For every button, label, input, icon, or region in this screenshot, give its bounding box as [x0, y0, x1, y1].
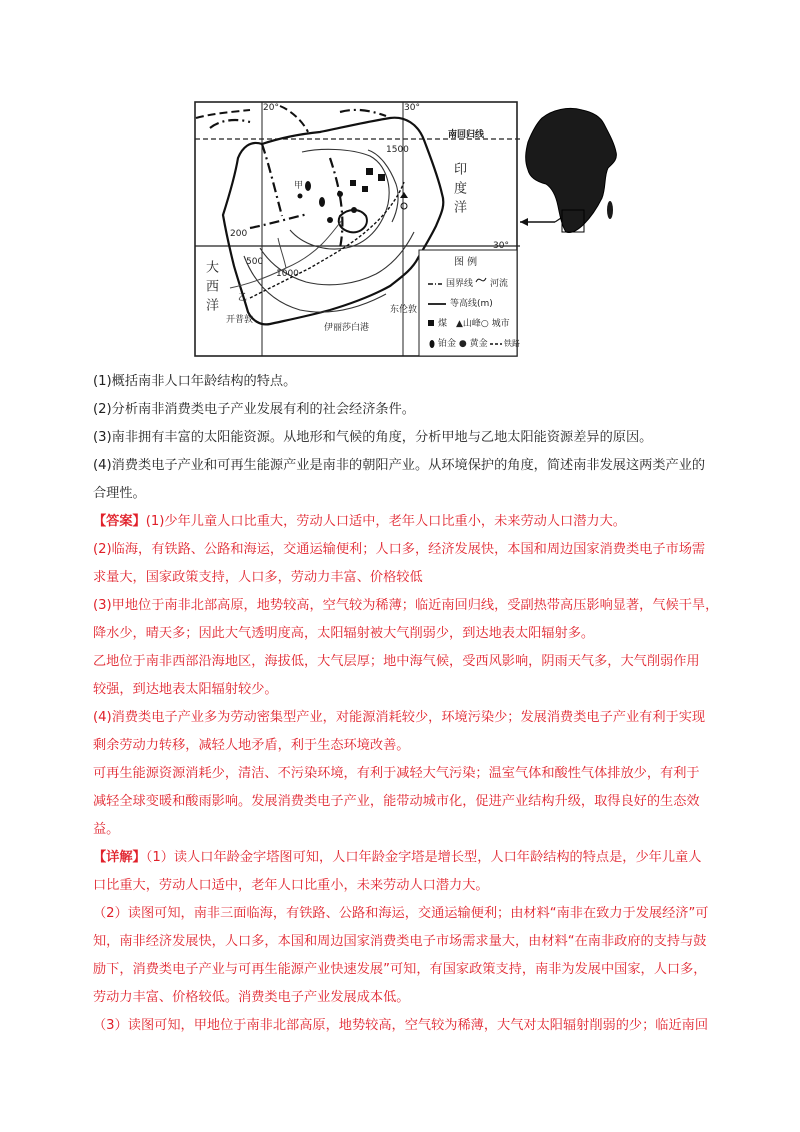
east-london-label: 东伦敦: [390, 305, 418, 315]
detail-2-line-3: 励下，消费类电子产业与可再生能源产业快速发展”可知，有国家政策支持，南非为发展中国家，人口多，: [93, 962, 707, 977]
answer-line-1: [93, 508, 733, 536]
answer-2-line-2: 求量大，国家政策支持，人口多，劳动力丰富、价格较低: [93, 570, 423, 585]
question-1: (1)概括南非人口年龄结构的特点。: [93, 374, 297, 389]
tropic-label: 南回归线: [448, 130, 485, 140]
contour-1000-label: 1000: [276, 269, 299, 279]
legend-border: 国界线: [446, 279, 474, 289]
map-drawing: [190, 98, 620, 360]
legend-coal: 煤: [438, 319, 448, 329]
port-elizabeth-label: 伊丽莎白港: [324, 323, 370, 333]
indian-ocean-label: 印度洋: [451, 162, 466, 219]
detail-2-line-4: 劳动力丰富、价格较低。消费类电子产业发展成本低。: [93, 990, 410, 1005]
question-3: (3)南非拥有丰富的太阳能资源。从地形和气候的角度，分析甲地与乙地太阳能资源差异的原因。: [93, 430, 653, 445]
question-4-line-1: (4)消费类电子产业和可再生能源产业是南非的朝阳产业。从环境保护的角度，简述南非发展这两类产业的: [93, 458, 706, 473]
legend-river: 河流: [490, 279, 509, 289]
atlantic-ocean-label: 大西洋: [203, 260, 218, 317]
detail-1-line-2: 口比重大，劳动人口适中，老年人口比重小，未来劳动人口潜力大。: [93, 878, 489, 893]
latitude-30-label: 30°: [493, 241, 509, 251]
detail-3-line-1: （3）读图可知，甲地位于南非北部高原，地势较高，空气较为稀薄，大气对太阳辐射削弱的少；临近南回: [93, 1018, 709, 1033]
answer-tag: 【答案】: [93, 514, 146, 529]
detail-line-1: [93, 844, 733, 872]
answer-4-line-2: 剩余劳动力转移，减轻人地矛盾，利于生态环境改善。: [93, 738, 410, 753]
detail-1-line-1: （1）读人口年龄金字塔图可知，人口年龄金字塔是增长型，人口年龄结构的特点是，少年儿童人: [145, 850, 702, 865]
contour-200-label: 200: [230, 229, 248, 239]
answer-3-line-3: 乙地位于南非西部沿海地区，海拔低，大气层厚；地中海气候，受西风影响，阴雨天气多，大气削弱作用: [93, 654, 700, 669]
answer-4-line-4: 减轻全球变暖和酸雨影响。发展消费类电子产业，能带动城市化，促进产业结构升级，取得良好的生态效: [93, 794, 700, 809]
answer-1: (1)少年儿童人口比重大，劳动人口适中，老年人口比重小，未来劳动人口潜力大。: [145, 514, 626, 529]
place-yi-label: 乙: [238, 293, 248, 303]
answer-4-line-1: (4)消费类电子产业多为劳动密集型产业，对能源消耗较少，环境污染少；发展消费类电子产业有利于实现: [93, 710, 706, 725]
place-jia-label: 甲: [294, 181, 304, 191]
question-2: (2)分析南非消费类电子产业发展有利的社会经济条件。: [93, 402, 415, 417]
answer-3-line-2: 降水少，晴天多；因此大气透明度高，太阳辐射被大气削弱少，到达地表太阳辐射多。: [93, 626, 595, 641]
answer-3-line-1: (3)甲地位于南非北部高原，地势较高，空气较为稀薄；临近南回归线，受副热带高压影响显著，气候干旱，: [93, 598, 719, 613]
contour-500-label: 500: [246, 257, 264, 267]
detail-2-line-2: 知，南非经济发展快，人口多，本国和周边国家消费类电子市场需求量大，由材料“在南非政府的支持与鼓: [93, 934, 707, 949]
answer-4-line-5: 益。: [93, 822, 120, 837]
answer-4-line-3: 可再生能源资源消耗少，清洁、不污染环境，有利于减轻大气污染；温室气体和酸性气体排放少，有利于: [93, 766, 700, 781]
south-africa-map-figure: [190, 98, 620, 360]
contour-1500-label: 1500: [386, 145, 409, 155]
legend-contour: 等高线(m): [450, 299, 493, 309]
legend-peak-city: ▲山峰○ 城市: [456, 319, 510, 329]
legend-title: 图 例: [454, 257, 478, 268]
answer-2-line-1: (2)临海，有铁路、公路和海运，交通运输便利；人口多，经济发展快，本国和周边国家消费类电子市场需: [93, 542, 706, 557]
legend-platinum-gold: 铂金 ● 黄金: [438, 339, 488, 349]
longitude-20-label: 20°: [263, 103, 279, 113]
detail-tag: 【详解】: [93, 850, 146, 865]
legend-railway: 铁路: [504, 339, 520, 348]
longitude-30-label: 30°: [404, 103, 420, 113]
answer-3-line-4: 较强，到达地表太阳辐射较少。: [93, 682, 278, 697]
capetown-label: 开普敦: [226, 315, 254, 325]
detail-2-line-1: （2）读图可知，南非三面临海，有铁路、公路和海运，交通运输便利；由材料“南非在致力于发展经济”可: [93, 906, 709, 921]
question-4-line-2: 合理性。: [93, 486, 146, 501]
